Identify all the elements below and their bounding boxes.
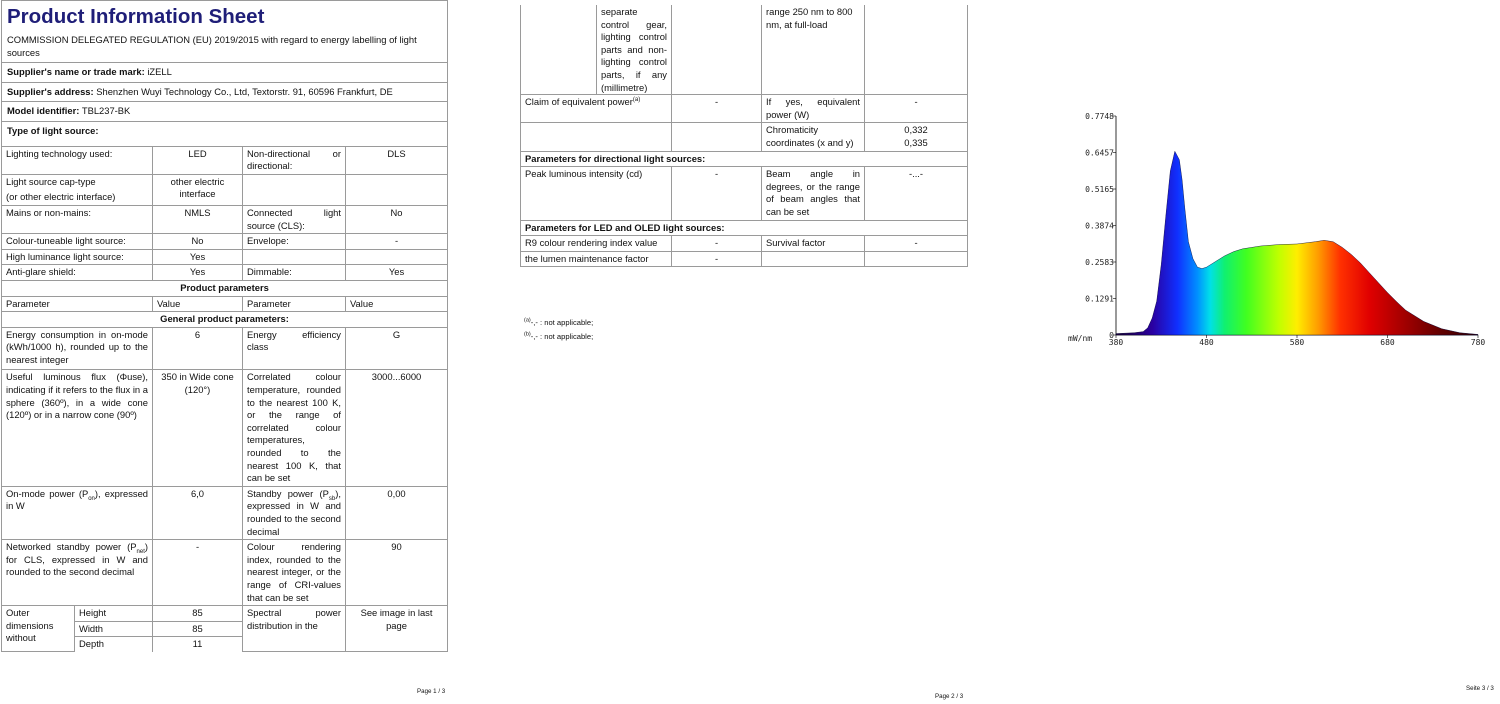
- product-info-table: [1, 0, 448, 652]
- r9-label: R9 colour rendering index value: [521, 236, 672, 252]
- standby-power-sub: sb: [328, 495, 336, 502]
- page-3: [1060, 0, 1500, 701]
- anti-glare-label: Anti-glare shield:: [2, 265, 153, 281]
- survival-factor-label: Survival factor: [762, 236, 865, 252]
- spd-label: Spectral power distribution in the: [243, 606, 346, 652]
- beam-angle-value: -...-: [865, 167, 968, 220]
- colour-tuneable-label: Colour-tuneable light source:: [2, 234, 153, 250]
- equivalent-power-watts-label: If yes, equivalent power (W): [762, 95, 865, 123]
- product-info-table-continued: [520, 5, 968, 267]
- column-header-value: Value: [153, 296, 243, 312]
- footnote-a-text: -,- : not applicable;: [530, 318, 594, 327]
- chromaticity-x: 0,332: [904, 124, 928, 136]
- cap-type-label: Light source cap-type: [6, 175, 96, 187]
- cri-value: 90: [346, 540, 448, 606]
- spectral-power-chart: [1060, 0, 1500, 360]
- depth-value: 11: [153, 637, 243, 652]
- type-heading: Type of light source:: [2, 121, 448, 146]
- r9-value: -: [672, 236, 762, 252]
- table-row: [2, 174, 448, 205]
- energy-consumption-label: Energy consumption in on-mode (kWh/1000 h), rounded up to the nearest integer: [2, 327, 153, 370]
- footnote-b: [524, 330, 593, 344]
- footnote-b-text: -,- : not applicable;: [530, 332, 594, 341]
- y-tick-label: 0.6457: [1085, 148, 1114, 158]
- connected-label: Connected light source (CLS):: [243, 205, 346, 233]
- table-row: [2, 486, 448, 539]
- table-row: [521, 5, 968, 95]
- table-row: [521, 167, 968, 220]
- cap-type-label-sub: (or other electric interface): [6, 191, 116, 203]
- table-row: [2, 146, 448, 174]
- spd-value: See image in last page: [346, 606, 448, 652]
- beam-angle-label: Beam angle in degrees, or the range of beam angles that can be set: [762, 167, 865, 220]
- width-value: 85: [153, 621, 243, 637]
- x-tick-label: 680: [1380, 338, 1395, 347]
- regulation-text: COMMISSION DELEGATED REGULATION (EU) 2019/2015 with regard to energy labelling of light sources: [7, 34, 417, 58]
- y-tick-label: 0: [1109, 331, 1114, 340]
- empty-cell: [672, 123, 762, 151]
- table-row: [2, 327, 448, 370]
- empty-cell: [346, 174, 448, 205]
- standby-power-label: [243, 486, 346, 539]
- y-tick-label: 0.2583: [1085, 257, 1114, 267]
- lumen-maintenance-value: -: [672, 251, 762, 267]
- cap-type-value: other electric interface: [153, 174, 243, 205]
- on-mode-power-label: [2, 486, 153, 539]
- efficiency-class-value: G: [346, 327, 448, 370]
- cct-label: Correlated colour temperature, rounded to the nearest 100 K, or the range of correlated colour temperatures, rounded to the nearest 100 K, that can be set: [243, 370, 346, 486]
- page-number: Page 1 / 3: [417, 688, 446, 695]
- y-tick-label: 0.5165: [1085, 185, 1114, 195]
- high-luminance-value: Yes: [153, 249, 243, 265]
- equivalent-power-label-text: Claim of equivalent power: [525, 96, 633, 108]
- column-header-parameter: Parameter: [243, 296, 346, 312]
- supplier-name-value: iZELL: [147, 66, 172, 78]
- supplier-address-value: Shenzhen Wuyi Technology Co., Ltd, Textorstr. 91, 60596 Frankfurt, DE: [96, 85, 393, 97]
- spectral-power-area: [1116, 151, 1478, 335]
- page-2: [520, 0, 970, 701]
- lumen-maintenance-label: the lumen maintenance factor: [521, 251, 672, 267]
- cri-label: Colour rendering index, rounded to the nearest integer, or the range of CRI-values that can be set: [243, 540, 346, 606]
- nondirectional-value: DLS: [346, 146, 448, 174]
- page-title: Product Information Sheet: [7, 5, 265, 28]
- model-row: [2, 102, 448, 122]
- networked-standby-sub: net: [136, 549, 145, 556]
- connected-value: No: [346, 205, 448, 233]
- empty-cell: [762, 251, 865, 267]
- table-row: [521, 123, 968, 151]
- table-row: [521, 251, 968, 267]
- equivalent-power-value: -: [672, 95, 762, 123]
- product-params-heading: Product parameters: [2, 280, 448, 296]
- directional-heading: Parameters for directional light sources:: [521, 151, 968, 167]
- general-params-heading: General product parameters:: [2, 312, 448, 328]
- on-mode-power-label-a: On-mode power (P: [6, 487, 89, 499]
- chromaticity-label: Chromaticity coordinates (x and y): [762, 123, 865, 151]
- standby-power-label-a: Standby power (P: [247, 487, 329, 499]
- dimmable-label: Dimmable:: [243, 265, 346, 281]
- mains-value: NMLS: [153, 205, 243, 233]
- y-tick-label: 0.3874: [1085, 221, 1114, 231]
- networked-standby-label-a: Networked standby power (P: [6, 541, 137, 553]
- empty-cell: [865, 5, 968, 95]
- page-1: [0, 0, 450, 701]
- width-label: Width: [75, 621, 153, 637]
- depth-label: Depth: [75, 637, 153, 652]
- x-tick-label: 480: [1199, 338, 1214, 347]
- supplier-name-label: Supplier's name or trade mark:: [7, 66, 145, 78]
- colour-tuneable-value: No: [153, 234, 243, 250]
- peak-intensity-value: -: [672, 167, 762, 220]
- y-tick-label: 0.7748: [1085, 112, 1114, 121]
- table-row: [2, 606, 448, 622]
- anti-glare-value: Yes: [153, 265, 243, 281]
- empty-cell: [672, 5, 762, 95]
- table-row: [2, 205, 448, 233]
- spd-range-label: range 250 nm to 800 nm, at full-load: [762, 5, 865, 95]
- table-row: [2, 540, 448, 606]
- model-value: TBL237-BK: [81, 105, 131, 117]
- y-tick-label: 0.1291: [1085, 294, 1114, 304]
- chromaticity-y: 0,335: [904, 136, 928, 148]
- x-tick-label: 780: [1470, 338, 1486, 347]
- table-row: [2, 234, 448, 250]
- envelope-value: -: [346, 234, 448, 250]
- led-heading-row: [521, 220, 968, 236]
- chromaticity-value: [865, 123, 968, 151]
- footnote-b-sup: (b): [524, 331, 531, 338]
- table-row: [2, 249, 448, 265]
- luminous-flux-value: 350 in Wide cone (120°): [153, 370, 243, 486]
- mains-label: Mains or non-mains:: [2, 205, 153, 233]
- column-header-parameter: Parameter: [2, 296, 153, 312]
- product-params-heading-row: [2, 280, 448, 296]
- lighting-tech-label: Lighting technology used:: [2, 146, 153, 174]
- equivalent-power-watts-value: -: [865, 95, 968, 123]
- outer-dimensions-label: Outer dimensions without: [2, 606, 75, 652]
- lighting-tech-value: LED: [153, 146, 243, 174]
- table-row: [2, 370, 448, 486]
- column-header-row: [2, 296, 448, 312]
- table-row: [521, 236, 968, 252]
- empty-cell: [243, 174, 346, 205]
- empty-cell: [865, 251, 968, 267]
- directional-heading-row: [521, 151, 968, 167]
- empty-cell: [521, 5, 597, 95]
- on-mode-power-value: 6,0: [153, 486, 243, 539]
- equivalent-power-label: [521, 95, 672, 123]
- column-header-value: Value: [346, 296, 448, 312]
- page-number: Seite 3 / 3: [1466, 685, 1494, 692]
- on-mode-power-label-b: ), expressed in W: [6, 487, 148, 512]
- networked-standby-label-b: ) for CLS, expressed in W and rounded to the second decimal: [6, 541, 148, 578]
- survival-factor-value: -: [865, 236, 968, 252]
- empty-cell: [346, 249, 448, 265]
- height-label: Height: [75, 606, 153, 622]
- efficiency-class-label: Energy efficiency class: [243, 327, 346, 370]
- footnote-a: [524, 316, 593, 330]
- empty-cell: [243, 249, 346, 265]
- general-params-heading-row: [2, 312, 448, 328]
- cct-value: 3000...6000: [346, 370, 448, 486]
- footnote-a-sup: (a): [524, 317, 531, 324]
- on-mode-power-sub: on: [88, 495, 95, 502]
- height-value: 85: [153, 606, 243, 622]
- standby-power-value: 0,00: [346, 486, 448, 539]
- x-tick-label: 580: [1289, 338, 1305, 347]
- supplier-address-label: Supplier's address:: [7, 85, 94, 97]
- table-row: [521, 95, 968, 123]
- dimensions-continued-label: separate control gear, lighting control parts and non-lighting control parts, if any (millimetre): [597, 5, 672, 95]
- empty-cell: [521, 123, 672, 151]
- envelope-label: Envelope:: [243, 234, 346, 250]
- x-tick-label: 380: [1108, 338, 1124, 347]
- standby-power-label-b: ), expressed in W and rounded to the second decimal: [247, 487, 341, 537]
- y-axis-label: mW/nm: [1068, 334, 1093, 343]
- equivalent-power-sup: (a): [632, 97, 641, 104]
- footnotes: [524, 316, 593, 344]
- nondirectional-label: Non-directional or directional:: [243, 146, 346, 174]
- peak-intensity-label: Peak luminous intensity (cd): [521, 167, 672, 220]
- table-row: [2, 265, 448, 281]
- type-heading-row: [2, 121, 448, 146]
- networked-standby-value: -: [153, 540, 243, 606]
- dimmable-value: Yes: [346, 265, 448, 281]
- supplier-name-row: [2, 63, 448, 83]
- networked-standby-label: [2, 540, 153, 606]
- energy-consumption-value: 6: [153, 327, 243, 370]
- page-number: Page 2 / 3: [935, 693, 964, 700]
- model-label: Model identifier:: [7, 105, 80, 117]
- led-heading: Parameters for LED and OLED light sources:: [521, 220, 968, 236]
- supplier-address-row: [2, 82, 448, 102]
- high-luminance-label: High luminance light source:: [2, 249, 153, 265]
- luminous-flux-label: Useful luminous flux (Φuse), indicating if it refers to the flux in a sphere (360º), in a wide cone (120º) or in a narrow cone (90º): [2, 370, 153, 486]
